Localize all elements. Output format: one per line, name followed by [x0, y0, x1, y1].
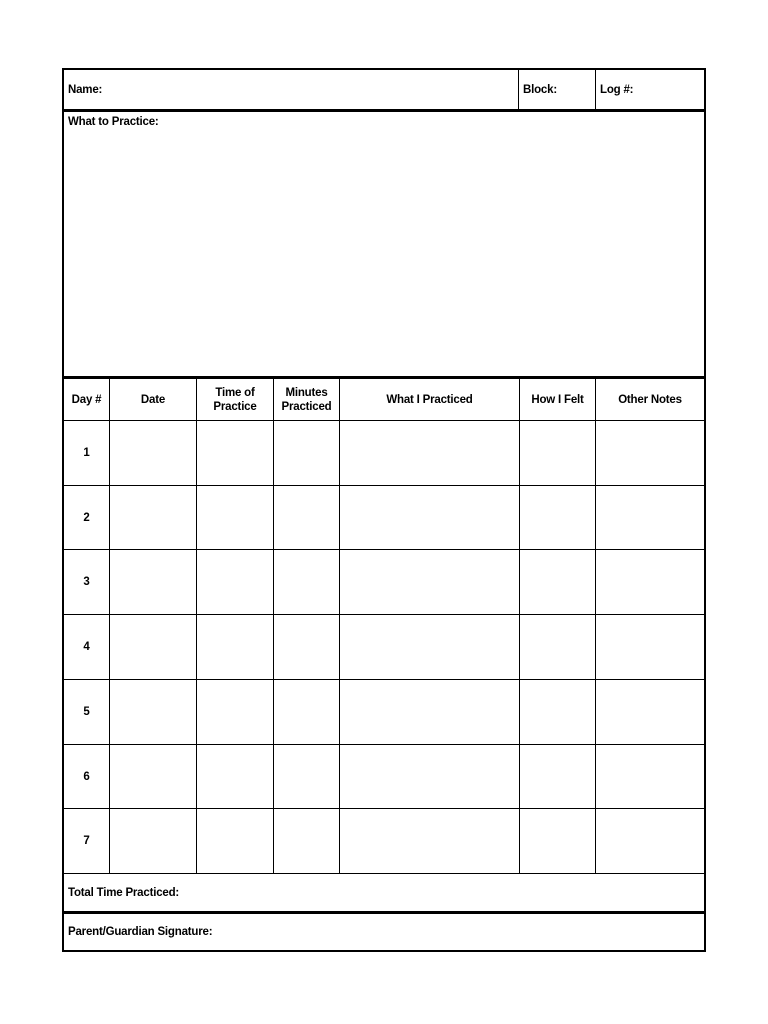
- total-time-label: Total Time Practiced:: [68, 886, 180, 899]
- col-header-time: [197, 379, 274, 420]
- col-header-time-label: [213, 386, 256, 414]
- log-number-label: Log #:: [600, 83, 634, 96]
- date-cell[interactable]: [110, 486, 197, 549]
- how-felt-cell[interactable]: [520, 486, 596, 549]
- other-notes-cell[interactable]: [596, 486, 704, 549]
- day-cell: [64, 550, 110, 614]
- col-header-felt: [520, 379, 596, 420]
- what-practiced-cell[interactable]: [340, 809, 520, 873]
- signature-label: Parent/Guardian Signature:: [68, 926, 213, 938]
- what-practiced-cell[interactable]: [340, 486, 520, 549]
- table-row: [64, 809, 704, 874]
- day-number: 5: [83, 706, 90, 718]
- other-notes-cell[interactable]: [596, 615, 704, 679]
- minutes-cell[interactable]: [274, 486, 340, 549]
- day-number: 4: [83, 641, 90, 653]
- date-cell[interactable]: [110, 809, 197, 873]
- col-header-date-label: Date: [140, 393, 166, 406]
- other-notes-cell[interactable]: [596, 421, 704, 485]
- total-time-row: [64, 874, 704, 914]
- date-cell[interactable]: [110, 421, 197, 485]
- day-number: 2: [83, 511, 90, 524]
- table-row: [64, 421, 704, 486]
- what-practiced-cell[interactable]: [340, 550, 520, 614]
- how-felt-cell[interactable]: [520, 550, 596, 614]
- col-header-minutes-line2: Practiced: [281, 400, 332, 413]
- table-header-row: [64, 379, 704, 421]
- day-number: 3: [83, 576, 90, 588]
- col-header-notes: [596, 379, 704, 420]
- table-row: [64, 680, 704, 745]
- date-cell[interactable]: [110, 745, 197, 808]
- col-header-day-label: Day #: [71, 393, 102, 406]
- what-to-practice-section[interactable]: [64, 112, 704, 379]
- minutes-cell[interactable]: [274, 680, 340, 744]
- time-cell[interactable]: [197, 809, 274, 873]
- other-notes-cell[interactable]: [596, 680, 704, 744]
- table-row: [64, 745, 704, 809]
- minutes-cell[interactable]: [274, 550, 340, 614]
- what-practiced-cell[interactable]: [340, 680, 520, 744]
- total-time-field[interactable]: [64, 874, 704, 911]
- name-label: Name:: [68, 83, 103, 96]
- block-field[interactable]: [519, 70, 596, 109]
- col-header-minutes-line1: Minutes: [285, 386, 328, 399]
- minutes-cell[interactable]: [274, 421, 340, 485]
- table-row: [64, 615, 704, 680]
- table-row: [64, 550, 704, 615]
- date-cell[interactable]: [110, 550, 197, 614]
- col-header-notes-label: Other Notes: [618, 393, 682, 406]
- how-felt-cell[interactable]: [520, 745, 596, 808]
- minutes-cell[interactable]: [274, 615, 340, 679]
- col-header-minutes: [274, 379, 340, 420]
- col-header-time-line1: Time of: [215, 386, 255, 399]
- date-cell[interactable]: [110, 680, 197, 744]
- signature-field[interactable]: [64, 914, 704, 950]
- other-notes-cell[interactable]: [596, 809, 704, 873]
- col-header-felt-label: How I Felt: [531, 393, 584, 406]
- what-practiced-cell[interactable]: [340, 421, 520, 485]
- how-felt-cell[interactable]: [520, 421, 596, 485]
- col-header-day: [64, 379, 110, 420]
- how-felt-cell[interactable]: [520, 809, 596, 873]
- date-cell[interactable]: [110, 615, 197, 679]
- name-field[interactable]: [64, 70, 519, 109]
- block-label: Block:: [523, 83, 557, 96]
- how-felt-cell[interactable]: [520, 615, 596, 679]
- minutes-cell[interactable]: [274, 745, 340, 808]
- col-header-time-line2: Practice: [213, 400, 257, 413]
- col-header-what-label: What I Practiced: [386, 393, 473, 406]
- signature-row: [64, 914, 704, 950]
- day-cell: [64, 680, 110, 744]
- time-cell[interactable]: [197, 486, 274, 549]
- day-cell: [64, 745, 110, 808]
- day-cell: [64, 615, 110, 679]
- what-practiced-cell[interactable]: [340, 745, 520, 808]
- time-cell[interactable]: [197, 680, 274, 744]
- other-notes-cell[interactable]: [596, 550, 704, 614]
- day-cell: [64, 421, 110, 485]
- day-cell: [64, 486, 110, 549]
- time-cell[interactable]: [197, 550, 274, 614]
- day-number: 1: [83, 447, 90, 459]
- col-header-minutes-label: [282, 386, 332, 414]
- day-number: 7: [83, 835, 90, 847]
- time-cell[interactable]: [197, 615, 274, 679]
- how-felt-cell[interactable]: [520, 680, 596, 744]
- col-header-date: [110, 379, 197, 420]
- other-notes-cell[interactable]: [596, 745, 704, 808]
- minutes-cell[interactable]: [274, 809, 340, 873]
- day-cell: [64, 809, 110, 873]
- col-header-what: [340, 379, 520, 420]
- practice-log-form: [62, 68, 706, 952]
- header-row: [64, 70, 704, 112]
- day-number: 6: [83, 770, 90, 783]
- what-to-practice-field[interactable]: [64, 112, 704, 376]
- table-row: [64, 486, 704, 550]
- time-cell[interactable]: [197, 745, 274, 808]
- what-to-practice-label: What to Practice:: [68, 116, 159, 128]
- what-practiced-cell[interactable]: [340, 615, 520, 679]
- time-cell[interactable]: [197, 421, 274, 485]
- log-number-field[interactable]: [596, 70, 704, 109]
